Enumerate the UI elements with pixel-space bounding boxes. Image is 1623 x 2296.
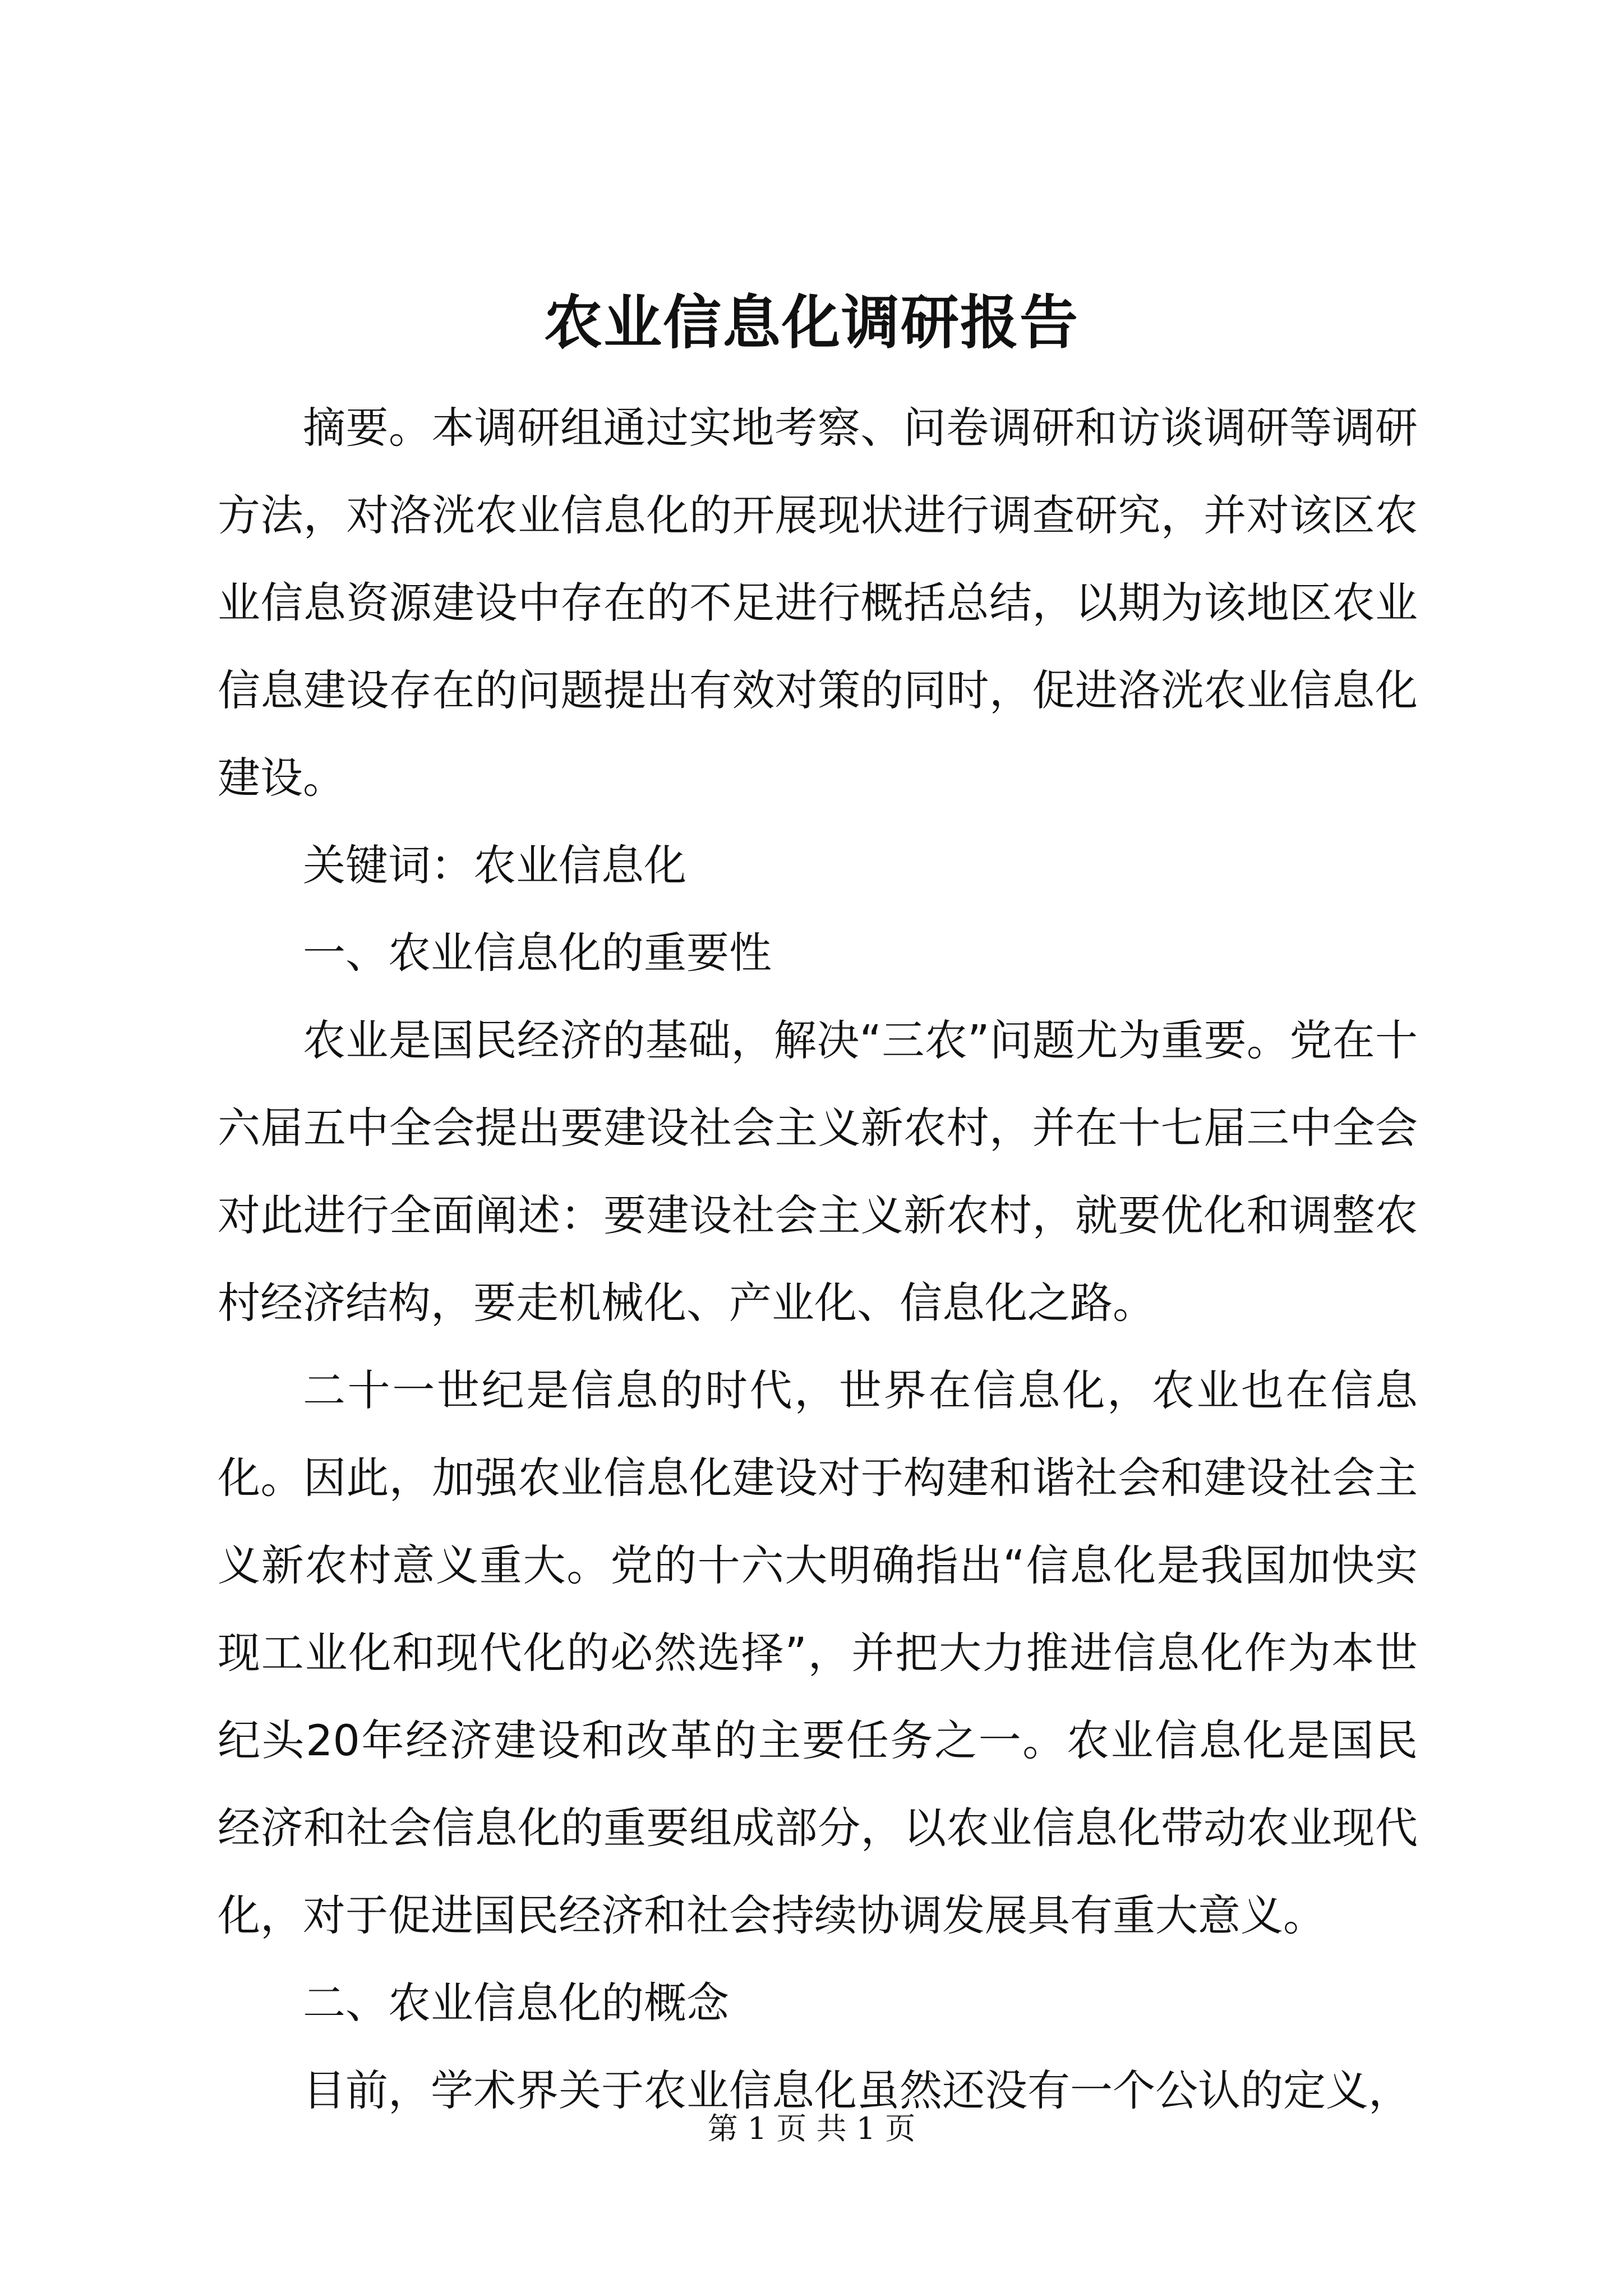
body-paragraph: 目前，学术界关于农业信息化虽然还没有一个公认的定义， [303, 2065, 1411, 2115]
section-heading-concept: 二、农业信息化的概念 [303, 1978, 729, 2028]
abstract-paragraph: 摘要。本调研组通过实地考察、问卷调研和访谈调研等调研方法，对洛洸农业信息化的开展现状进行调查研究，并对该区农业信息资源建设中存在的不足进行概括总结，以期为该地区农业信息建设存在的问题提出有效对策的同时，促进洛洸农业信息化建设。 [218, 403, 1418, 803]
page-footer: 第 1 页 共 1 页 [707, 2111, 916, 2146]
keywords-paragraph: 关键词：农业信息化 [303, 840, 686, 890]
body-paragraph: 二十一世纪是信息的时代，世界在信息化，农业也在信息化。因此，加强农业信息化建设对于构建和谐社会和建设社会主义新农村意义重大。党的十六大明确指出“信息化是我国加快实现工业化和现代化的必然选择”，并把大力推进信息化作为本世纪头20年经济建设和改革的主要任务之一。农业信息化是国民经济和社会信息化的重要组成部分，以农业信息化带动农业现代化，对于促进国民经济和社会持续协调发展具有重大意义。 [218, 1365, 1418, 1940]
section-heading-importance: 一、农业信息化的重要性 [303, 928, 772, 978]
body-paragraph: 农业是国民经济的基础，解决“三农”问题尤为重要。党在十六届五中全会提出要建设社会主义新农村，并在十七届三中全会对此进行全面阐述：要建设社会主义新农村，就要优化和调整农村经济结构，要走机械化、产业化、信息化之路。 [218, 1015, 1418, 1328]
document-body [218, 384, 1418, 2134]
document-title: 农业信息化调研报告 [543, 288, 1079, 357]
